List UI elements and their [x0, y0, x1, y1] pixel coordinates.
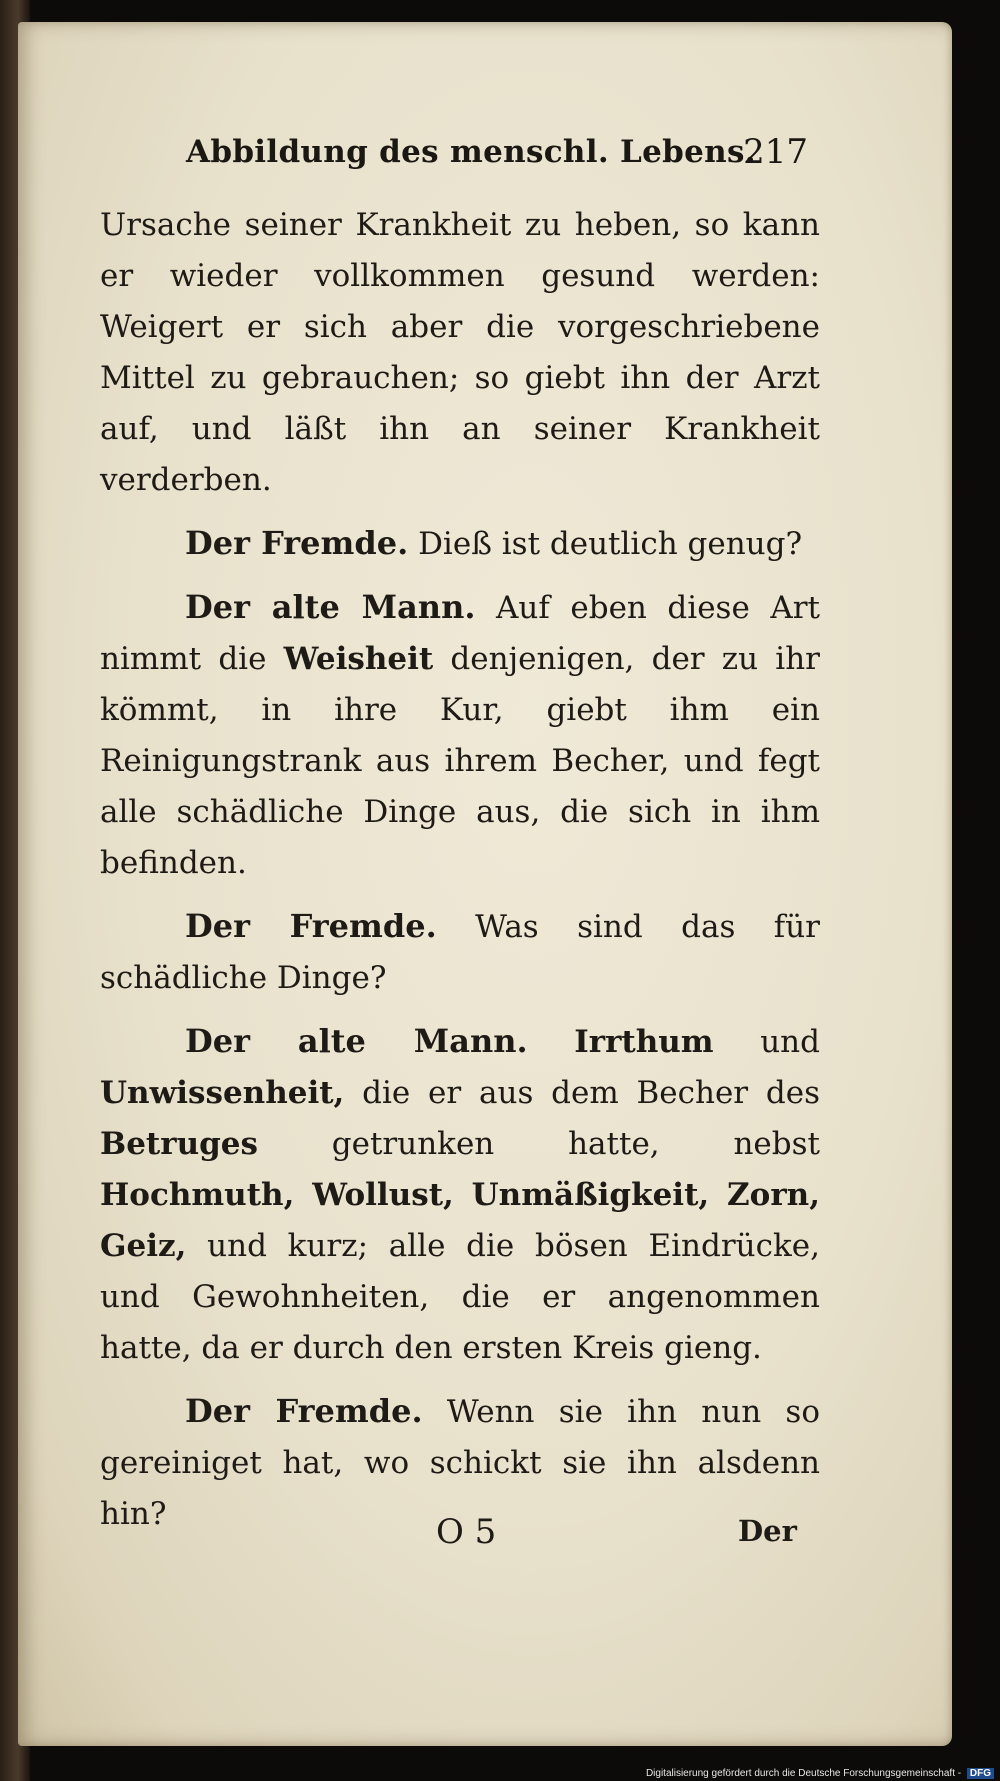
speaker-label: Der alte Mann. — [185, 588, 476, 626]
paragraph-5 — [100, 1016, 820, 1374]
speaker-label: Der Fremde. — [185, 524, 409, 562]
paragraph-text: Was sind das für schädliche Dinge? — [100, 909, 821, 996]
running-head — [168, 130, 808, 180]
speaker-label: Der Fremde. — [185, 1392, 423, 1430]
emphasis-word: Unwissenheit, — [100, 1075, 345, 1111]
page-number: 217 — [743, 132, 808, 172]
paragraph-text: Wenn sie ihn nun so gereiniget hat, wo schickt sie ihn alsdenn hin? — [100, 1394, 821, 1532]
paragraph-text: Auf eben diese Art nimmt die — [100, 590, 820, 677]
dfg-logo: DFG — [967, 1768, 994, 1779]
paragraph-text: Ursache seiner Krankheit zu heben, so kann er wieder vollkommen gesund werden: Weigert er sich aber die vorgeschriebene Mittel zu gebrauchen; so giebt ihn der Arzt auf, und läßt ihn an seiner Krankheit verderben. — [100, 207, 820, 498]
emphasis-word: Hochmuth, Wollust, Unmäßigkeit, Zorn, Geiz, — [100, 1177, 820, 1264]
book-page — [18, 22, 952, 1746]
paragraph-text: denjenigen, der zu ihr kömmt, in ihre Kur, giebt ihm ein Reinigungstrank aus ihrem Becher, und fegt alle schädliche Dinge aus, die sich in ihm befinden. — [100, 641, 820, 881]
paragraph-3 — [100, 582, 820, 889]
catchword: Der — [738, 1514, 797, 1548]
paragraph-1 — [100, 200, 820, 506]
paragraph-4 — [100, 901, 820, 1004]
emphasis-word: Betruges — [100, 1126, 258, 1162]
running-title: Abbildung des menschl. Lebens. — [186, 134, 756, 170]
paragraph-text: die er aus dem Becher des — [362, 1075, 821, 1111]
paragraph-text: getrunken hatte, nebst — [331, 1126, 820, 1162]
paragraph-2 — [100, 518, 820, 570]
signature-mark: O 5 — [436, 1512, 497, 1552]
paragraph-text: Dieß ist deutlich genug? — [418, 526, 803, 562]
credit-text: Digitalisierung gefördert durch die Deutsche Forschungsgemeinschaft - — [645, 1768, 962, 1779]
speaker-label: Der Fremde. — [185, 907, 437, 945]
emphasis-word: Weisheit — [283, 641, 434, 677]
page-footer — [18, 1512, 952, 1572]
emphasis-word: Irrthum — [574, 1024, 714, 1060]
paragraph-text: und — [760, 1024, 820, 1060]
digitization-credit — [646, 1768, 994, 1779]
body-text — [100, 200, 820, 1552]
paragraph-text: und kurz; alle die bösen Eindrücke, und Gewohnheiten, die er angenommen hatte, da er durch den ersten Kreis gieng. — [100, 1228, 820, 1366]
speaker-label: Der alte Mann. — [185, 1022, 528, 1060]
